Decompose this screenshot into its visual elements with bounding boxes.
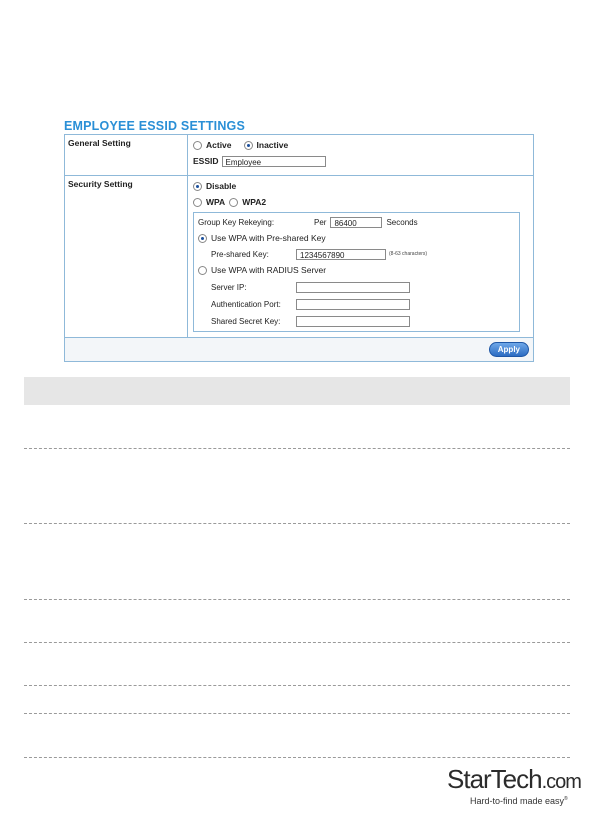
server-ip-input[interactable] — [296, 282, 410, 293]
active-option[interactable] — [193, 140, 232, 150]
wpa-label: WPA — [206, 197, 226, 207]
table-divider — [24, 599, 570, 600]
radius-radio[interactable] — [198, 266, 207, 275]
active-label: Active — [206, 140, 232, 150]
radius-option-label: Use WPA with RADIUS Server — [211, 265, 327, 275]
security-setting-cell — [188, 176, 533, 337]
general-setting-cell — [188, 135, 533, 175]
shared-secret-label: Shared Secret Key: — [211, 316, 281, 326]
general-setting-label: General Setting — [65, 135, 188, 175]
server-ip-label: Server IP: — [211, 282, 247, 292]
group-key-input[interactable]: 86400 — [330, 217, 382, 228]
psk-label: Pre-shared Key: — [211, 249, 269, 259]
logo-suffix: .com — [541, 771, 581, 793]
inactive-option[interactable] — [244, 140, 289, 150]
psk-option-label: Use WPA with Pre-shared Key — [211, 233, 326, 243]
table-divider — [24, 642, 570, 643]
table-divider — [24, 685, 570, 686]
psk-option[interactable] — [198, 233, 326, 243]
psk-hint: (8-63 characters) — [389, 251, 428, 257]
essid-input[interactable]: Employee — [222, 156, 326, 167]
wpa2-option[interactable] — [229, 197, 266, 207]
radius-option[interactable] — [198, 265, 326, 275]
tagline: Hard-to-find made easy® — [470, 796, 568, 806]
table-divider — [24, 757, 570, 758]
table-divider — [24, 448, 570, 449]
settings-frame — [64, 134, 534, 362]
wpa-options-box — [193, 212, 520, 332]
wpa-radio[interactable] — [193, 198, 202, 207]
wpa2-label: WPA2 — [242, 197, 267, 207]
wpa-option[interactable] — [193, 197, 225, 207]
table-divider — [24, 713, 570, 714]
disable-option[interactable] — [193, 181, 236, 191]
essid-label: ESSID — [193, 156, 219, 166]
startech-logo — [447, 764, 581, 795]
security-setting-row — [65, 176, 533, 338]
auth-port-label: Authentication Port: — [211, 299, 281, 309]
wpa2-radio[interactable] — [229, 198, 238, 207]
disable-radio[interactable] — [193, 182, 202, 191]
inactive-label: Inactive — [256, 140, 289, 150]
table-header — [24, 377, 570, 405]
active-radio[interactable] — [193, 141, 202, 150]
logo-text: StarTech — [447, 764, 542, 794]
page-title: EMPLOYEE ESSID SETTINGS — [64, 119, 246, 133]
psk-radio[interactable] — [198, 234, 207, 243]
apply-button[interactable]: Apply — [489, 342, 529, 357]
per-label: Per — [314, 217, 327, 227]
disable-label: Disable — [206, 181, 237, 191]
apply-row — [65, 338, 533, 361]
security-setting-label: Security Setting — [65, 176, 188, 337]
tagline-text: Hard-to-find made easy — [470, 796, 565, 806]
seconds-label: Seconds — [386, 217, 418, 227]
auth-port-input[interactable] — [296, 299, 410, 310]
psk-input[interactable]: 1234567890 — [296, 249, 386, 260]
group-key-label: Group Key Rekeying: — [198, 217, 275, 227]
shared-secret-input[interactable] — [296, 316, 410, 327]
general-setting-row — [65, 135, 533, 176]
inactive-radio[interactable] — [244, 141, 253, 150]
table-divider — [24, 523, 570, 524]
essid-settings-screenshot — [64, 118, 534, 362]
